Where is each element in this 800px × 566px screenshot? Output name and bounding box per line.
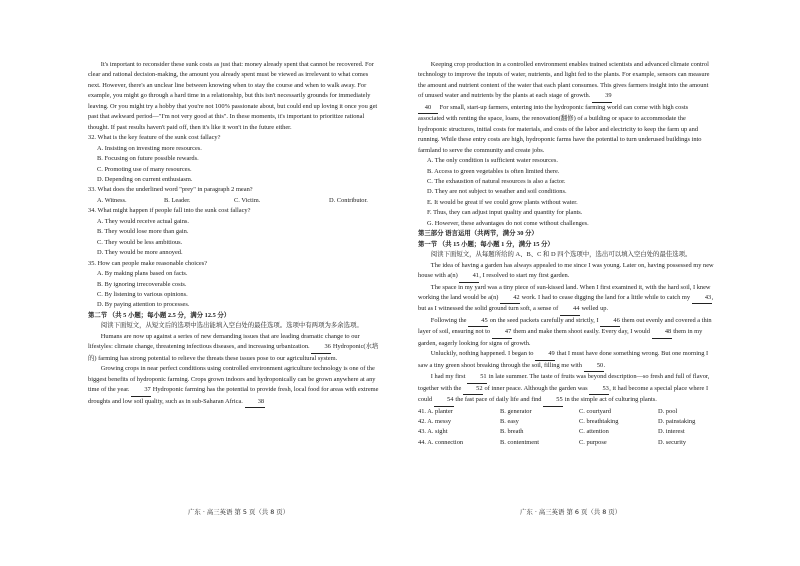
cloze-paragraph: The space in my yard was a tiny piece of sun-kissed land. When I first examined it, with the hard soil, I knew working the land would be a(n) 42 work. I had to cease digging the land for a little while to catch my 43, but as I witnessed the solid ground turn soft, a sense of 44 welled up. bbox=[418, 283, 714, 316]
blank-47[interactable]: 47 bbox=[492, 327, 512, 338]
choice: C. attention bbox=[579, 428, 609, 436]
section-title: 第二节 （共 5 小题；每小题 2.5 分，满分 12.5 分） bbox=[88, 311, 231, 319]
blank-45[interactable]: 45 bbox=[468, 316, 488, 327]
blank-36[interactable]: 36 bbox=[311, 342, 331, 353]
choice: C. courtyard bbox=[579, 407, 611, 415]
option: B. Access to green vegetables is often limited there. bbox=[427, 167, 560, 175]
option: C. They would be less ambitious. bbox=[97, 238, 183, 246]
question-34: 34. What might happen if people fall into the sunk cost fallacy? bbox=[88, 207, 251, 215]
blank-44[interactable]: 44 bbox=[560, 304, 580, 315]
option: F. Thus, they can adjust input quality and quantity for plants. bbox=[427, 209, 583, 217]
blank-51[interactable]: 51 bbox=[467, 372, 487, 383]
option: B. They would lose more than gain. bbox=[97, 228, 189, 236]
choice: B. easy bbox=[500, 417, 519, 425]
section-instructions: 阅读下面短文，从短文后的选项中选出能填入空白处的最佳选项。选项中有两项为多余选项。 bbox=[100, 322, 363, 330]
option: C. Victim. bbox=[234, 196, 261, 204]
option: C. By listening to various opinions. bbox=[97, 290, 188, 298]
blank-54[interactable]: 54 bbox=[434, 395, 454, 406]
option: B. Leader. bbox=[164, 196, 191, 204]
passage-paragraph: It's important to reconsider these sunk costs as just that: money already spent that cannot be recovered. For clear and rational decision-making, the amount you already spent must be viewed as irrelevant to what comes next. However, there's an unclear line between knowing when to stay the course and when to walk away. For example, you might go through a hard time in a relationship, but this isn't necessarily grounds for immediately leaving. Or you might try a hobby that you're not 100% passionate about, but could end up loving it once you get past that awkward period—"I'm not very good at this". In these moments, it's important to prioritize rational thought. If past results haven't paid off, then it's like it won't in the future either. bbox=[88, 61, 378, 131]
section-title: 第一节 （共 15 小题；每小题 1 分，满分 15 分） bbox=[418, 240, 554, 248]
option-row bbox=[88, 196, 380, 206]
blank-39[interactable]: 39 bbox=[592, 91, 612, 102]
option: A. Witness. bbox=[97, 196, 127, 204]
passage-paragraph: 40 For small, start-up farmers, entering into the hydroponic farming world can come with high costs associated with renting the space, loans, the renovation(翻修) of a building or space to accommodate the hydroponic structures, initial costs for materials, and costs of the labor and electricity to keep the farm up and running. While these entry costs are high, hydroponic farms have the potential to turn underused buildings into farmland to serve the community and create jobs. bbox=[418, 103, 702, 154]
question-32: 32. What is the key feature of the sunk cost fallacy? bbox=[88, 134, 221, 142]
choice: D. pool bbox=[658, 407, 678, 415]
option: C. Promoting use of many resources. bbox=[97, 165, 192, 173]
blank-38[interactable]: 38 bbox=[245, 397, 265, 408]
section-instructions: 阅读下面短文，从每题所给的 A、B、C 和 D 四个选项中，选出可以填入空白处的最佳选项。 bbox=[430, 251, 692, 259]
choice: D. interest bbox=[658, 428, 685, 436]
choice-row bbox=[418, 427, 714, 437]
question-35: 35. How can people make reasonable choices? bbox=[88, 259, 208, 267]
passage-paragraph: Keeping crop production in a controlled environment enables trained scientists and advanced climate control technology to improve the inputs of water, nutrients, and light fed to the plants. For example, sensors can measure the amount and nutrient content of the water that each plant consumes. This gives farmers insight into the amount of unused water and nutrients by the plants at each stage of growth. 39 bbox=[418, 60, 714, 103]
option: A. By making plans based on facts. bbox=[97, 270, 188, 278]
option: A. They would receive actual gains. bbox=[97, 217, 189, 225]
option: D. They are not subject to weather and soil conditions. bbox=[427, 188, 567, 196]
passage-paragraph: Growing crops in near perfect conditions using controlled environment agriculture technology is one of the biggest benefits of hydroponic farming. Crops grown indoors and hydroponically can be grown anywhere at any time of the year. 37 Hydroponic farming has the potential to provide fresh, local food for areas with extreme droughts and low soil quality, such as in sub-Saharan Africa. 38 bbox=[88, 364, 380, 408]
blank-43[interactable]: 43 bbox=[692, 293, 712, 304]
choice-row bbox=[418, 417, 714, 427]
page-footer-right: 广东 · 高三英语 第 6 页（共 8 页） bbox=[520, 508, 622, 516]
option: D. They would be more annoyed. bbox=[97, 249, 183, 257]
blank-50[interactable]: 50 bbox=[584, 361, 604, 372]
option: D. By paying attention to processes. bbox=[97, 301, 190, 309]
blank-42[interactable]: 42 bbox=[500, 293, 520, 304]
blank-55[interactable]: 55 bbox=[543, 395, 563, 406]
option: A. The only condition is sufficient water resources. bbox=[427, 157, 558, 165]
choice-row bbox=[418, 407, 714, 417]
option: B. Focusing on future possible rewards. bbox=[97, 155, 199, 163]
question-33: 33. What does the underlined word "prey" in paragraph 2 mean? bbox=[88, 186, 253, 194]
choice: B. breath bbox=[500, 428, 524, 436]
choice: 44. A. connection bbox=[418, 438, 464, 446]
cloze-paragraph: Unluckily, nothing happened. I began to 49 that I must have done something wrong. But one morning I saw a tiny green shoot breaking through the soil, filling me with 50. bbox=[418, 349, 714, 372]
option: E. It would be great if we could grow plants without water. bbox=[427, 198, 578, 206]
blank-40[interactable]: 40 bbox=[418, 103, 438, 114]
choice: 41. A. planter bbox=[418, 407, 453, 415]
blank-46[interactable]: 46 bbox=[600, 316, 620, 327]
right-page bbox=[418, 60, 714, 448]
blank-48[interactable]: 48 bbox=[652, 327, 672, 338]
option: G. However, these advantages do not come without challenges. bbox=[427, 219, 589, 227]
choice: C. purpose bbox=[579, 438, 607, 446]
option: B. By ignoring irrecoverable costs. bbox=[97, 280, 187, 288]
blank-37[interactable]: 37 bbox=[131, 385, 151, 396]
cloze-paragraph: I had my first 51 in late summer. The taste of fruits was beyond description—so fresh and full of flavor, together with the 52 of inner peace. Although the garden was 53, it had become a special place where I could 54 the fast pace of daily life and find 55 in the simple act of culturing plants. bbox=[418, 372, 714, 406]
blank-52[interactable]: 52 bbox=[463, 384, 483, 395]
blank-41[interactable]: 41 bbox=[459, 271, 479, 282]
option: D. Depending on current enthusiasm. bbox=[97, 175, 193, 183]
choice: B. generator bbox=[500, 407, 532, 415]
option: A. Insisting on investing more resources. bbox=[97, 144, 202, 152]
choice-row bbox=[418, 438, 714, 448]
cloze-paragraph: Following the 45 on the seed packets carefully and strictly, I 46 them out evenly and covered a thin layer of soil, ensuring not to 47 them and make them shoot easily. Every day, I would 48 them in my garden, eagerly looking for signs of growth. bbox=[418, 316, 712, 347]
choice: 43. A. sight bbox=[418, 428, 448, 436]
blank-49[interactable]: 49 bbox=[535, 349, 555, 360]
option: C. The exhaustion of natural resources is also a factor. bbox=[427, 177, 566, 185]
choice: B. contentment bbox=[500, 438, 540, 446]
choice: D. security bbox=[658, 438, 687, 446]
passage-paragraph: Humans are now up against a series of new demanding issues that are leading dramatic change to our lifestyles: climate change, threatening infectious diseases, and increasing urbanization. 36 Hydroponic(水培的) farming has strong potential to relieve the threats these issues pose to our agricultural system. bbox=[88, 332, 379, 362]
choice: D. painstaking bbox=[658, 417, 696, 425]
part-title: 第三部分 语言运用（共两节，满分 30 分） bbox=[418, 230, 538, 238]
blank-53[interactable]: 53 bbox=[589, 384, 609, 395]
page-footer-left: 广东 · 高三英语 第 5 页（共 8 页） bbox=[188, 508, 290, 516]
option: D. Contributor. bbox=[329, 196, 368, 204]
choice: C. breathtaking bbox=[579, 417, 619, 425]
choice: 42. A. messy bbox=[418, 417, 452, 425]
cloze-paragraph: The idea of having a garden has always appealed to me since I was young. Later on, having possessed my new house with a(n) 41, I resolved to start my first garden. bbox=[418, 261, 714, 283]
left-page bbox=[88, 60, 380, 408]
